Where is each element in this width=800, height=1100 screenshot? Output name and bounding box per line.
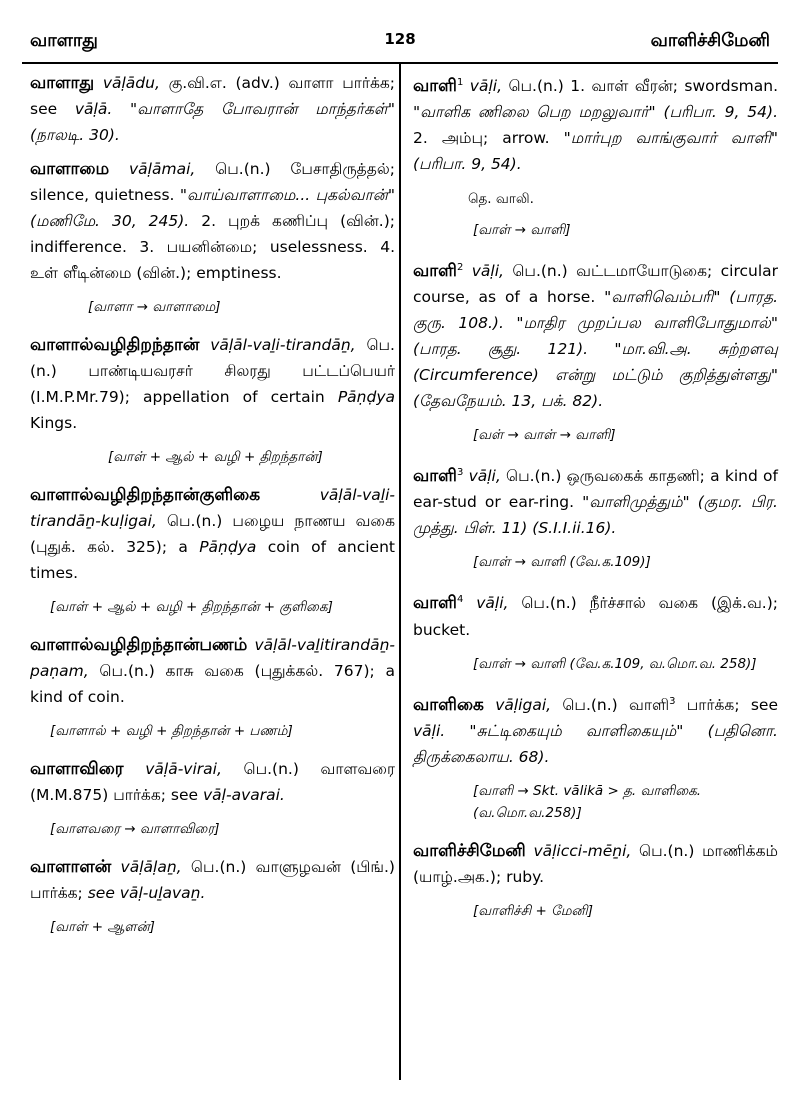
dictionary-entry bbox=[30, 482, 395, 586]
citation: "வாய்வாளாமை... புகல்வான்" (மணிமே. 30, 245). bbox=[30, 186, 395, 230]
etymology: [வாளி → Skt. vālikā > த. வாளிகை. (வ.மொ.வ.258)] bbox=[473, 782, 702, 821]
see-reference: vāḷ-avarai. bbox=[203, 786, 285, 804]
definition: பெ.(n.) காசு வகை (புதுக்கல். 767); a kind of coin. bbox=[30, 662, 395, 706]
definition-continued: பார்க்க; see bbox=[686, 695, 778, 714]
transliteration: vāḷi, bbox=[476, 594, 509, 613]
dictionary-entry bbox=[30, 632, 395, 710]
definition: பெ.(n.) வாளி bbox=[562, 695, 670, 714]
etymology: [வாளால் + வழி + திறந்தான் + பணம்] bbox=[50, 723, 293, 739]
page-number: 128 bbox=[384, 30, 416, 48]
headword: வாளாளன் bbox=[30, 857, 112, 877]
citation: "மார்புற வாங்குவார் வாளி" (பரிபா. 9, 54). bbox=[413, 129, 778, 174]
headword: வாளால்வழிதிறந்தான்குளிகை bbox=[30, 485, 261, 505]
transliteration: vāḷāl-vaḻi-tirandāṉ-kuḷigai, bbox=[30, 486, 395, 530]
headword: வாளாவிரை bbox=[30, 759, 124, 779]
headword: வாளால்வழிதிறந்தான் bbox=[30, 335, 200, 355]
citation: "வாளிமுத்தும்" (குமர. பிர. முத்து. பிள். 11) (S.I.I.ii.16). bbox=[413, 493, 778, 538]
transliteration: vāḷādu, bbox=[102, 74, 160, 92]
transliteration: vāḷāmai, bbox=[129, 160, 196, 178]
definition: பெ.(n.) 1. வாள் வீரன்; swordsman. bbox=[508, 77, 778, 96]
transliteration: vāḷi, bbox=[469, 77, 502, 96]
dictionary-entry bbox=[413, 689, 778, 770]
definition-continued: coin of ancient times. bbox=[30, 538, 395, 582]
etymology: [வாள் + ஆளன்] bbox=[50, 919, 155, 935]
definition: பெ.(n.) நீர்ச்சால் வகை (இக்.வ.); bucket. bbox=[413, 594, 778, 639]
homonym-number: 2 bbox=[456, 262, 464, 274]
etymology: [வாளிச்சி + மேனி] bbox=[473, 902, 593, 919]
dictionary-entry bbox=[30, 756, 395, 808]
transliteration: vāḷāl-vaḻi-tirandāṉ, bbox=[210, 336, 356, 354]
definition: பெ.(n.) வாளவரை (M.M.875) பார்க்க; see bbox=[30, 760, 395, 804]
dictionary-entry bbox=[30, 854, 395, 906]
dictionary-entry bbox=[413, 460, 778, 541]
headword: வாளி bbox=[413, 76, 457, 97]
cognate-note: தெ. வாலி. bbox=[468, 191, 534, 208]
italic-term: Pāṇḍya bbox=[337, 388, 395, 406]
definition-continued: 2. புறக் கணிப்பு (வின்.); indifference. 3. பயனின்மை; uselessness. 4. உள் ளீடின்மை (வின்.); emptiness. bbox=[30, 212, 395, 282]
definition-continued: Kings. bbox=[30, 414, 78, 432]
etymology: [வாள் → வாளி (வே.க.109, வ.மொ.வ. 258)] bbox=[473, 655, 757, 672]
etymology: [வாளவரை → வாளாவிரை] bbox=[50, 821, 220, 837]
column-divider bbox=[399, 64, 401, 1080]
italic-term: Pāṇḍya bbox=[199, 538, 257, 556]
left-guide-word: வாளாது bbox=[30, 30, 98, 51]
etymology: [வள் → வாள் → வாளி] bbox=[473, 427, 616, 444]
homonym-number: 3 bbox=[669, 695, 676, 707]
headword: வாளால்வழிதிறந்தான்பணம் bbox=[30, 635, 248, 655]
etymology: [வாள் → வாளி] bbox=[473, 222, 571, 239]
transliteration: vāḷi, bbox=[471, 262, 504, 281]
definition: பெ.(n.) வாளுழவன் (பிங்.) பார்க்க; bbox=[30, 858, 395, 902]
etymology: [வாள் + ஆல் + வழி + திறந்தான்] bbox=[108, 449, 323, 465]
transliteration: vāḷicci-mēṉi, bbox=[533, 841, 632, 860]
citation: "வாளிக ணிலை பெற மறலுவார்" (பரிபா. 9, 54). bbox=[413, 103, 778, 122]
left-column bbox=[30, 70, 395, 952]
page-header bbox=[22, 18, 778, 64]
right-column bbox=[413, 70, 778, 936]
see-reference: see vāḷ-uḻavaṉ. bbox=[87, 884, 206, 902]
dictionary-entry bbox=[413, 838, 778, 890]
headword: வாளாமை bbox=[30, 159, 110, 179]
definition: பெ.(n.) பேசாதிருத்தல்; silence, quietness. bbox=[30, 160, 395, 204]
dictionary-entry bbox=[413, 255, 778, 414]
citation: "சுட்டிகையும் வாளிகையும்" (பதினொ. திருக்கைலாய. 68). bbox=[413, 721, 778, 766]
see-reference: vāḷā. bbox=[74, 100, 113, 118]
dictionary-entry bbox=[30, 156, 395, 286]
see-reference: vāḷi. bbox=[413, 721, 446, 740]
definition: கு.வி.எ. (adv.) வாளா பார்க்க; see bbox=[30, 74, 395, 118]
definition: பெ.(n.) வட்டமாயோடுகை; circular course, as of a horse. bbox=[413, 262, 779, 307]
definition-continued: 2. அம்பு; arrow. bbox=[413, 129, 564, 148]
transliteration: vāḷigai, bbox=[495, 695, 552, 714]
definition: பெ.(n.) மாணிக்கம் (யாழ்.அக.); ruby. bbox=[413, 841, 778, 886]
headword: வாளிகை bbox=[413, 694, 484, 715]
right-guide-word: வாளிச்சிமேனி bbox=[650, 30, 770, 51]
transliteration: vāḷāḷaṉ, bbox=[120, 858, 182, 876]
headword: வாளிச்சிமேனி bbox=[413, 840, 526, 861]
transliteration: vāḷā-virai, bbox=[145, 760, 222, 778]
definition: பெ.(n.) பாண்டியவரசர் சிலரது பட்டப்பெயர் (I.M.P.Mr.79); appellation of certain bbox=[30, 336, 395, 406]
headword: வாளாது bbox=[30, 73, 95, 93]
etymology: [வாளா → வாளாமை] bbox=[88, 299, 221, 315]
definition: பெ.(n.) ஒருவகைக் காதணி; a kind of ear-stud or ear-ring. bbox=[413, 467, 778, 512]
citation: "வாளிவெம்பரி" (பாரத. குரு. 108.). "மாதிர முறப்பல வாளிபோதுமால்" (பாரத. சூது. 121). "மா.வி.அ. சுற்றளவு (Circumference) என்று மட்டும் குறித்துள்ளது" (தேவநேயம். 13, பக். 82). bbox=[413, 288, 778, 411]
headword: வாளி bbox=[413, 466, 457, 487]
homonym-number: 4 bbox=[456, 594, 464, 606]
headword: வாளி bbox=[413, 593, 457, 614]
etymology: [வாள் + ஆல் + வழி + திறந்தான் + குளிகை] bbox=[50, 599, 333, 615]
homonym-number: 1 bbox=[456, 77, 464, 88]
dictionary-entry bbox=[30, 332, 395, 436]
transliteration: vāḷi, bbox=[468, 467, 501, 486]
definition: பெ.(n.) பழைய நாணய வகை (புதுக். கல். 325); a bbox=[30, 512, 395, 556]
homonym-number: 3 bbox=[456, 467, 464, 479]
dictionary-entry bbox=[30, 70, 395, 148]
dictionary-entry bbox=[413, 587, 778, 642]
citation: "வாளாதே போவரான் மாந்தர்கள்" (நாலடி. 30). bbox=[30, 100, 395, 144]
etymology: [வாள் → வாளி (வே.க.109)] bbox=[473, 554, 651, 571]
transliteration: vāḷāl-vaḻitirandāṉ-paṇam, bbox=[30, 636, 395, 680]
headword: வாளி bbox=[413, 261, 457, 282]
dictionary-entry bbox=[413, 70, 778, 177]
